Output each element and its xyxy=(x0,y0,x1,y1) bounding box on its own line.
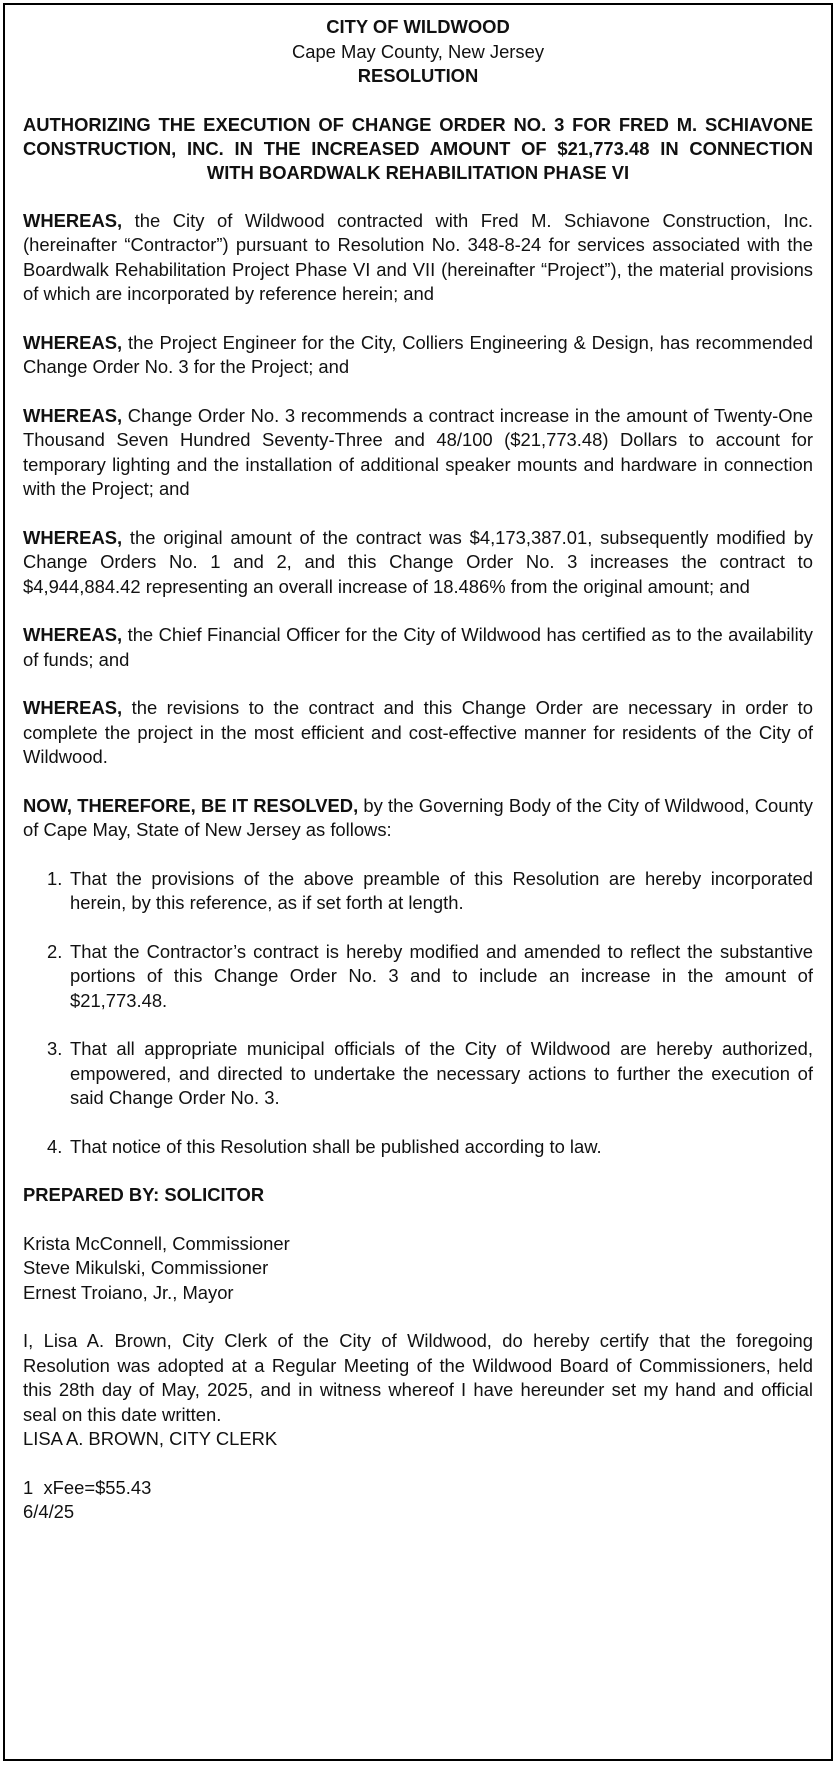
whereas-text: the Project Engineer for the City, Colliers Engineering & Design, has recommended Change Order No. 3 for the Project; and xyxy=(23,331,813,377)
document-type: RESOLUTION xyxy=(357,65,479,86)
whereas-clause xyxy=(23,209,813,307)
clerk-name: LISA A. BROWN, CITY CLERK xyxy=(23,1428,278,1449)
list-item xyxy=(23,1037,813,1111)
whereas-clause xyxy=(23,404,813,502)
city-name: CITY OF WILDWOOD xyxy=(326,16,510,37)
prepared-by: PREPARED BY: SOLICITOR xyxy=(23,1184,265,1205)
whereas-clause xyxy=(23,331,813,380)
whereas-lead: WHEREAS, xyxy=(23,331,123,353)
signatory: Ernest Troiano, Jr., Mayor xyxy=(23,1281,234,1303)
whereas-lead: WHEREAS, xyxy=(23,697,123,718)
list-item xyxy=(23,940,813,1014)
resolution-title: AUTHORIZING THE EXECUTION OF CHANGE ORDER NO. 3 FOR FRED M. SCHIAVONE CONSTRUCTION, INC. IN THE INCREASED AMOUNT OF $21,773.48 IN CONNECTION WITH BOARDWALK REHABILITATION PHASE VI xyxy=(23,113,813,183)
item-number: 3. xyxy=(47,1038,63,1059)
resolved-lead: NOW, THEREFORE, BE IT RESOLVED, xyxy=(23,794,359,816)
item-text: That the Contractor’s contract is hereby modified and amended to reflect the substantive portions of this Change Order No. 3 and to include an increase in the amount of $21,773.48. xyxy=(70,940,813,1011)
whereas-lead: WHEREAS, xyxy=(23,209,123,231)
resolution-items xyxy=(23,867,813,1160)
item-number: 2. xyxy=(47,940,63,962)
whereas-clause xyxy=(23,623,813,672)
whereas-lead: WHEREAS, xyxy=(23,526,123,548)
signatories xyxy=(23,1232,813,1306)
resolved-clause xyxy=(23,794,813,843)
legal-notice xyxy=(3,3,833,1761)
certification-text: I, Lisa A. Brown, City Clerk of the City of Wildwood, do hereby certify that the foregoing Resolution was adopted at a Regular Meeting of the Wildwood Board of Commissioners, held this 28th day of May, 2025, and in witness whereof I have hereunder set my hand and official seal on this date written. xyxy=(23,1330,813,1425)
whereas-text: the City of Wildwood contracted with Fred M. Schiavone Construction, Inc. (hereinafter “Contractor”) pursuant to Resolution No. 348-8-24 for services associated with the Boardwalk Rehabilitation Project Phase VI and VII (hereinafter “Project”), the material provisions of which are incorporated by reference herein; and xyxy=(23,209,813,304)
whereas-text: Change Order No. 3 recommends a contract increase in the amount of Twenty-One Thousand Seven Hundred Seventy-Three and 48/100 ($21,773.48) Dollars to account for temporary lighting and the installation of additional speaker mounts and hardware in connection with the Project; and xyxy=(23,404,813,499)
whereas-clause xyxy=(23,696,813,770)
whereas-text: the original amount of the contract was $4,173,387.01, subsequently modified by Change Orders No. 1 and 2, and this Change Order No. 3 increases the contract to $4,944,884.42 representing an overall increase of 18.486% from the original amount; and xyxy=(23,526,813,597)
item-text: That notice of this Resolution shall be published according to law. xyxy=(70,1135,602,1157)
resolved-text: by the Governing Body of the City of Wildwood, County of Cape May, State of New Jersey as follows: xyxy=(23,794,813,840)
item-number: 1. xyxy=(47,867,63,889)
list-item xyxy=(23,1135,813,1160)
item-number: 4. xyxy=(47,1135,63,1157)
publication-date: 6/4/25 xyxy=(23,1501,75,1522)
signatory: Krista McConnell, Commissioner xyxy=(23,1232,290,1254)
whereas-clause xyxy=(23,526,813,600)
signatory: Steve Mikulski, Commissioner xyxy=(23,1257,269,1278)
fee-amount: 1 xFee=$55.43 xyxy=(23,1476,152,1498)
whereas-text: the Chief Financial Officer for the City of Wildwood has certified as to the availability of funds; and xyxy=(23,624,813,670)
whereas-text: the revisions to the contract and this Change Order are necessary in order to complete the project in the most efficient and cost-effective manner for residents of the City of Wildwood. xyxy=(23,697,813,767)
fee-line xyxy=(23,1476,813,1525)
list-item xyxy=(23,867,813,916)
item-text: That the provisions of the above preamble of this Resolution are hereby incorporated herein, by this reference, as if set forth at length. xyxy=(70,867,813,913)
header xyxy=(23,15,813,89)
county-name: Cape May County, New Jersey xyxy=(291,40,545,62)
whereas-lead: WHEREAS, xyxy=(23,624,123,645)
item-text: That all appropriate municipal officials of the City of Wildwood are hereby authorized, empowered, and directed to undertake the necessary actions to further the execution of said Change Order No. 3. xyxy=(70,1038,813,1108)
whereas-lead: WHEREAS, xyxy=(23,404,123,426)
